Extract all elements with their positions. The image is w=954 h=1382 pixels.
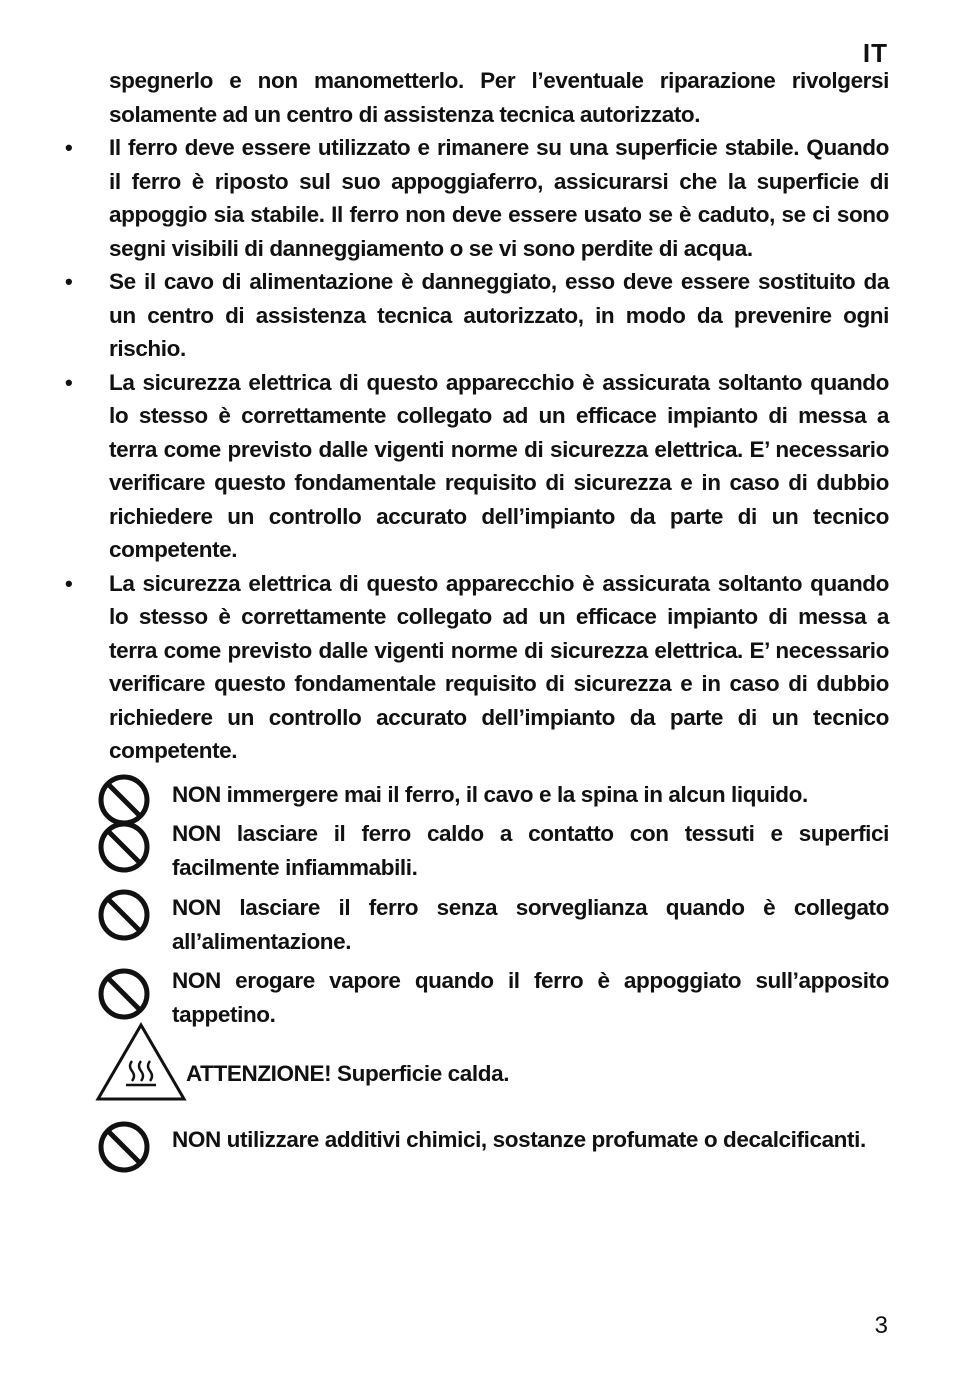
bullet-text: La sicurezza elettrica di questo apparecchio è assicurata soltanto quando lo stesso è correttamente collegato ad un efficace impianto di messa a terra come previsto dalle vigenti norme di sicurezza elettrica. E’ necessario verificare questo fondamentale requisito di sicurezza e in caso di dubbio richiedere un controllo accurato dell’impianto da parte di un tecnico competente. [109,570,889,763]
bullet-item [65,265,889,366]
language-code: IT [862,38,888,68]
bullet-marker: • [65,269,73,294]
warning-text: ATTENZIONE! Superficie calda. [186,1061,510,1086]
bullet-text: Se il cavo di alimentazione è danneggiato, esso deve essere sostituito da un centro di assistenza tecnica autorizzato, in modo da prevenire ogni rischio. [109,269,889,361]
bullet-text: Il ferro deve essere utilizzato e rimanere su una superficie stabile. Quando il ferro è riposto sul suo appoggiaferro, assicurarsi che la superficie di appoggio sia stabile. Il ferro non deve essere usato se è caduto, se ci sono segni visibili di danneggiamento o se vi sono perdite di acqua. [109,135,889,261]
hot-surface-warning-icon [94,1021,188,1103]
prohibition-icon [96,887,152,943]
bullet-item [65,131,889,265]
warning-text: NON lasciare il ferro caldo a contatto con tessuti e superfici facilmente infiammabili. [172,821,889,880]
document-body [0,64,954,1156]
warning-item [172,817,889,884]
warning-text: NON utilizzare additivi chimici, sostanze profumate o decalcificanti. [172,1126,866,1152]
prohibition-icon [96,966,152,1022]
warning-list [0,778,954,1157]
bullet-list [0,131,954,768]
prohibition-icon [96,1119,152,1175]
page-number: 3 [874,1312,888,1339]
bullet-item [65,567,889,768]
continuation-paragraph: spegnerlo e non manometterlo. Per l’eventuale riparazione rivolgersi solamente ad un centro di assistenza tecnica autorizzato. [109,68,889,127]
bullet-marker: • [65,135,73,160]
warning-text: NON erogare vapore quando il ferro è appoggiato sull’apposito tappetino. [172,968,889,1027]
bullet-item [65,366,889,567]
bullet-marker: • [65,369,73,395]
warning-text: NON immergere mai il ferro, il cavo e la spina in alcun liquido. [172,781,808,807]
bullet-text: La sicurezza elettrica di questo apparecchio è assicurata soltanto quando lo stesso è correttamente collegato ad un efficace impianto di messa a terra come previsto dalle vigenti norme di sicurezza elettrica. E’ necessario verificare questo fondamentale requisito di sicurezza e in caso di dubbio richiedere un controllo accurato dell’impianto da parte di un tecnico competente. [109,369,889,562]
warning-item [172,778,889,812]
warning-item [172,964,889,1031]
warning-item [172,891,889,958]
warning-item [186,1057,889,1091]
prohibition-icon [96,819,152,875]
warning-item [172,1123,889,1157]
bullet-marker: • [65,570,73,596]
warning-text: NON lasciare il ferro senza sorveglianza quando è collegato all’alimentazione. [172,895,889,954]
